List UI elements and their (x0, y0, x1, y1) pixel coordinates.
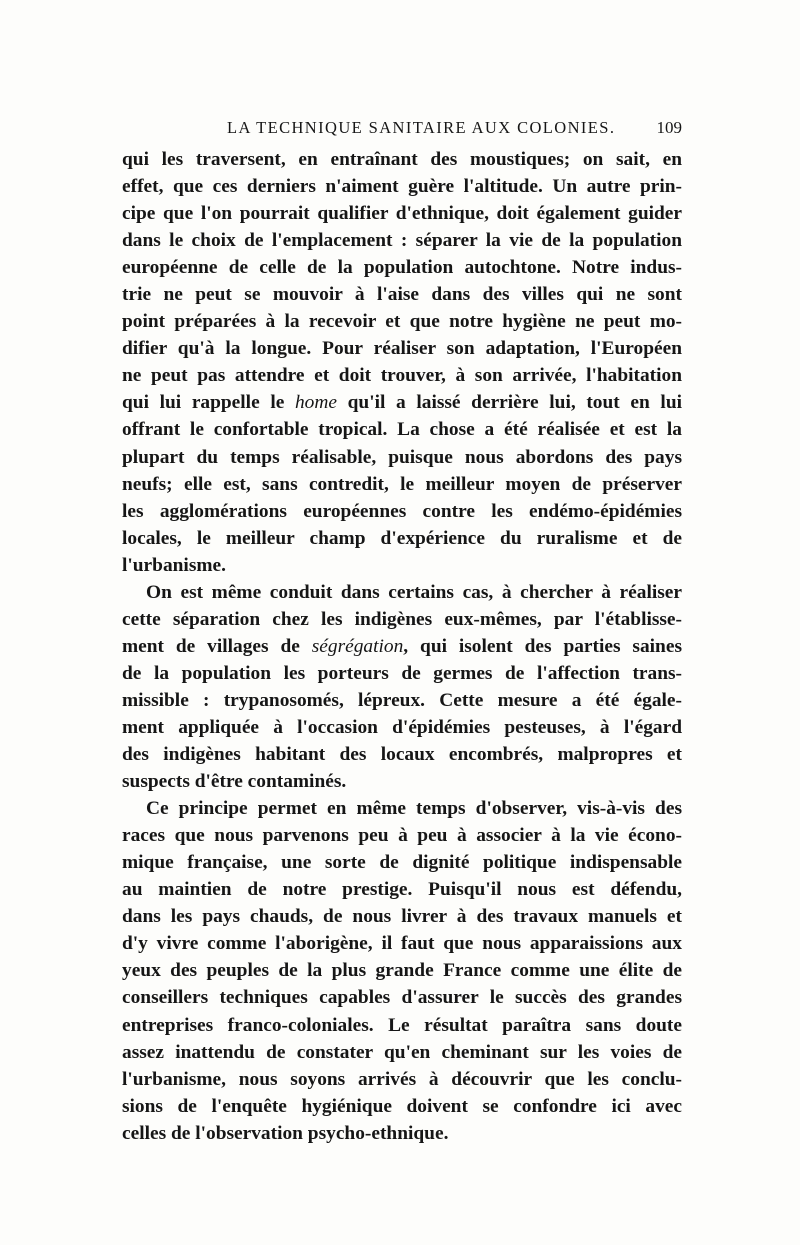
text-line: au maintien de notre prestige. Puisqu'il nous est défendu, (122, 879, 682, 901)
paragraph-3 (122, 795, 682, 1147)
text-line: des indigènes habitant des locaux encombrés, malpropres et (122, 744, 682, 766)
text-line: ne peut pas attendre et doit trouver, à son arrivée, l'habitation (122, 365, 682, 387)
text-line: neufs; elle est, sans contredit, le meilleur moyen de préserver (122, 473, 682, 495)
running-title: LA TECHNIQUE SANITAIRE AUX COLONIES. (227, 118, 616, 137)
text-line: qui les traversent, en entraînant des moustiques; on sait, en (122, 149, 682, 170)
text-line: On est même conduit dans certains cas, à chercher à réaliser (146, 581, 682, 603)
text-line: Ce principe permet en même temps d'observer, vis-à-vis des (146, 798, 682, 820)
text-line: conseillers techniques capables d'assurer le succès des grandes (122, 987, 682, 1009)
text-line: assez inattendu de constater qu'en cheminant sur les voies de (122, 1041, 682, 1063)
text-line: l'urbanisme, nous soyons arrivés à découvrir que les conclu- (122, 1068, 682, 1090)
text-line: plupart du temps réalisable, puisque nous abordons des pays (122, 446, 682, 468)
text-line: dans le choix de l'emplacement : séparer la vie de la population (122, 230, 682, 252)
paragraph-1 (122, 146, 682, 579)
text-line: races que nous parvenons peu à peu à associer à la vie écono- (122, 825, 682, 847)
text-line: yeux des peuples de la plus grande France comme une élite de (122, 960, 682, 982)
text-line: de la population les porteurs de germes de l'affection trans- (122, 662, 682, 684)
text-line: les agglomérations européennes contre les endémo-épidémies (122, 500, 682, 522)
text-line: suspects d'être contaminés. (122, 771, 347, 793)
text-line: point préparées à la recevoir et que notre hygiène ne peut mo- (122, 311, 682, 333)
text-line: ment appliquée à l'occasion d'épidémies pesteuses, à l'égard (122, 716, 682, 738)
text-line: l'urbanisme. (122, 554, 226, 576)
text-line: celles de l'observation psycho-ethnique. (122, 1122, 449, 1144)
text-line: locales, le meilleur champ d'expérience du ruralisme et de (122, 527, 682, 549)
page-number: 109 (656, 118, 682, 137)
paragraph-2 (122, 579, 682, 795)
text-line: mique française, une sorte de dignité politique indispensable (122, 852, 682, 874)
running-head (122, 118, 682, 144)
body-text (122, 146, 682, 1147)
text-line: effet, que ces derniers n'aiment guère l'altitude. Un autre prin- (122, 176, 682, 198)
text-line: offrant le confortable tropical. La chose a été réalisée et est la (122, 419, 682, 441)
text-line: difier qu'à la longue. Pour réaliser son adaptation, l'Européen (122, 338, 682, 360)
text-line: qui lui rappelle le home qu'il a laissé derrière lui, tout en lui (122, 392, 682, 414)
text-line: dans les pays chauds, de nous livrer à des travaux manuels et (122, 906, 682, 928)
text-line: sions de l'enquête hygiénique doivent se confondre ici avec (122, 1095, 682, 1117)
text-line: d'y vivre comme l'aborigène, il faut que nous apparaissions aux (122, 933, 682, 955)
text-line: cette séparation chez les indigènes eux-mêmes, par l'établisse- (122, 608, 682, 630)
text-line: missible : trypanosomés, lépreux. Cette mesure a été égale- (122, 689, 682, 711)
text-line: européenne de celle de la population autochtone. Notre indus- (122, 257, 682, 279)
text-line: cipe que l'on pourrait qualifier d'ethnique, doit également guider (122, 203, 682, 225)
text-line: trie ne peut se mouvoir à l'aise dans des villes qui ne sont (122, 284, 682, 306)
text-line: ment de villages de ségrégation, qui isolent des parties saines (122, 635, 682, 657)
text-line: entreprises franco-coloniales. Le résultat paraîtra sans doute (122, 1014, 682, 1036)
